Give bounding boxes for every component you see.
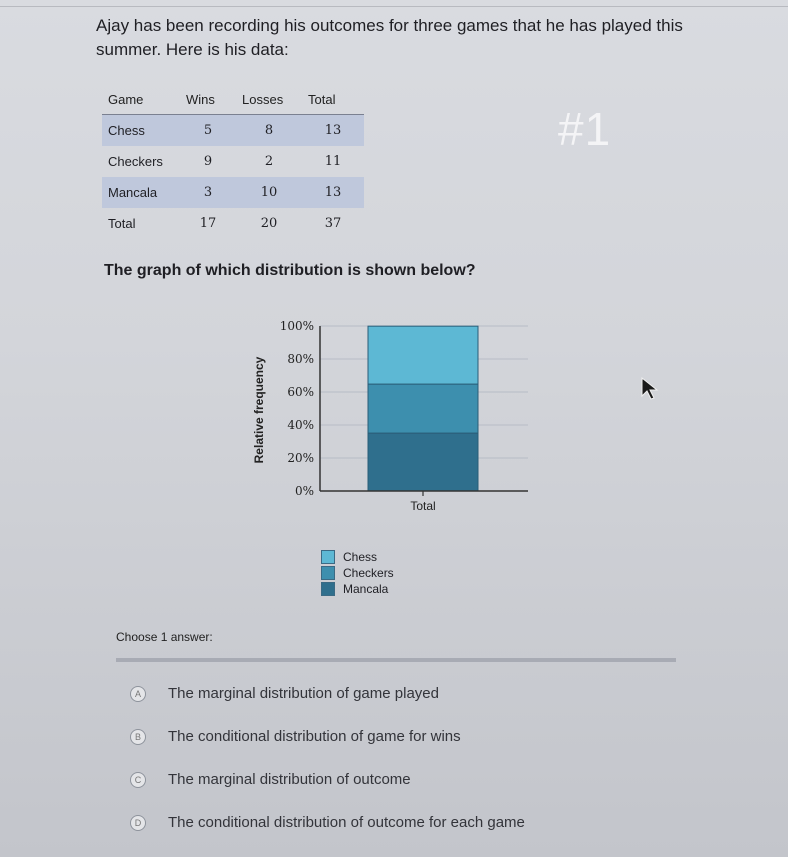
cell: 2 <box>264 154 274 169</box>
answer-text: The conditional distribution of outcome for each game <box>168 814 525 831</box>
header-total: Total <box>302 84 364 115</box>
row-label: Chess <box>102 115 180 147</box>
chart-legend <box>321 549 394 597</box>
radio-button-b[interactable]: B <box>130 729 146 745</box>
row-label: Mancala <box>102 177 180 208</box>
radio-button-d[interactable]: D <box>130 815 146 831</box>
legend-item-chess <box>321 549 394 565</box>
stacked-bar-chart <box>240 310 540 530</box>
answer-text: The conditional distribution of game for wins <box>168 728 461 745</box>
bar-segment-checkers <box>368 384 478 433</box>
legend-item-checkers <box>321 565 394 581</box>
header-game: Game <box>102 84 180 115</box>
bar-segment-mancala <box>368 433 478 491</box>
answer-text: The marginal distribution of game played <box>168 685 439 702</box>
header-wins: Wins <box>180 84 236 115</box>
y-tick-label: 40% <box>287 418 314 432</box>
cell: 13 <box>302 177 364 208</box>
table-header-row <box>102 84 364 115</box>
y-axis-label: Relative frequency <box>252 356 266 464</box>
table-row <box>102 177 364 208</box>
mouse-pointer-icon <box>640 376 660 402</box>
x-category-label: Total <box>410 499 436 513</box>
answer-option-b[interactable] <box>130 715 525 758</box>
y-tick-label: 100% <box>279 319 314 333</box>
legend-swatch-mancala <box>321 582 335 596</box>
row-label: Checkers <box>108 154 163 169</box>
table-row <box>102 146 364 177</box>
cell: 8 <box>236 115 302 147</box>
answer-divider <box>116 658 676 662</box>
bar-segment-chess <box>368 326 478 384</box>
choose-label: Choose 1 answer: <box>116 630 213 644</box>
handwritten-number-mark: #1 <box>558 103 612 155</box>
legend-label: Chess <box>343 550 378 564</box>
legend-label: Checkers <box>343 566 394 580</box>
answer-text: The marginal distribution of outcome <box>168 771 411 788</box>
y-tick-label: 20% <box>287 451 314 465</box>
legend-swatch-chess <box>321 550 335 564</box>
radio-button-c[interactable]: C <box>130 772 146 788</box>
answer-option-d[interactable] <box>130 801 525 844</box>
cell: 5 <box>180 115 236 147</box>
answer-options <box>130 672 525 844</box>
cell: 10 <box>236 177 302 208</box>
chart-y-ticks <box>280 319 314 498</box>
y-tick-label: 60% <box>287 385 314 399</box>
answer-option-a[interactable] <box>130 672 525 715</box>
chart-bars <box>368 326 478 491</box>
data-table <box>102 84 364 239</box>
cell: 13 <box>302 115 364 147</box>
legend-item-mancala <box>321 581 394 597</box>
cell: 9 <box>203 154 213 169</box>
cell: 37 <box>324 216 342 231</box>
legend-swatch-checkers <box>321 566 335 580</box>
cell: 20 <box>260 216 278 231</box>
cell: 17 <box>199 216 217 231</box>
cell: 3 <box>180 177 236 208</box>
y-tick-label: 0% <box>294 484 314 498</box>
header-losses: Losses <box>236 84 302 115</box>
table-row <box>102 115 364 147</box>
problem-intro: Ajay has been recording his outcomes for three games that he has played this summer. Here is his data: <box>96 16 683 59</box>
y-tick-label: 80% <box>287 352 314 366</box>
table-row <box>102 208 364 239</box>
top-border <box>0 6 788 7</box>
cell: 11 <box>324 154 342 169</box>
question-text: The graph of which distribution is shown below? <box>104 262 476 279</box>
radio-button-a[interactable]: A <box>130 686 146 702</box>
legend-label: Mancala <box>343 582 389 596</box>
row-label: Total <box>108 216 136 231</box>
answer-option-c[interactable] <box>130 758 525 801</box>
